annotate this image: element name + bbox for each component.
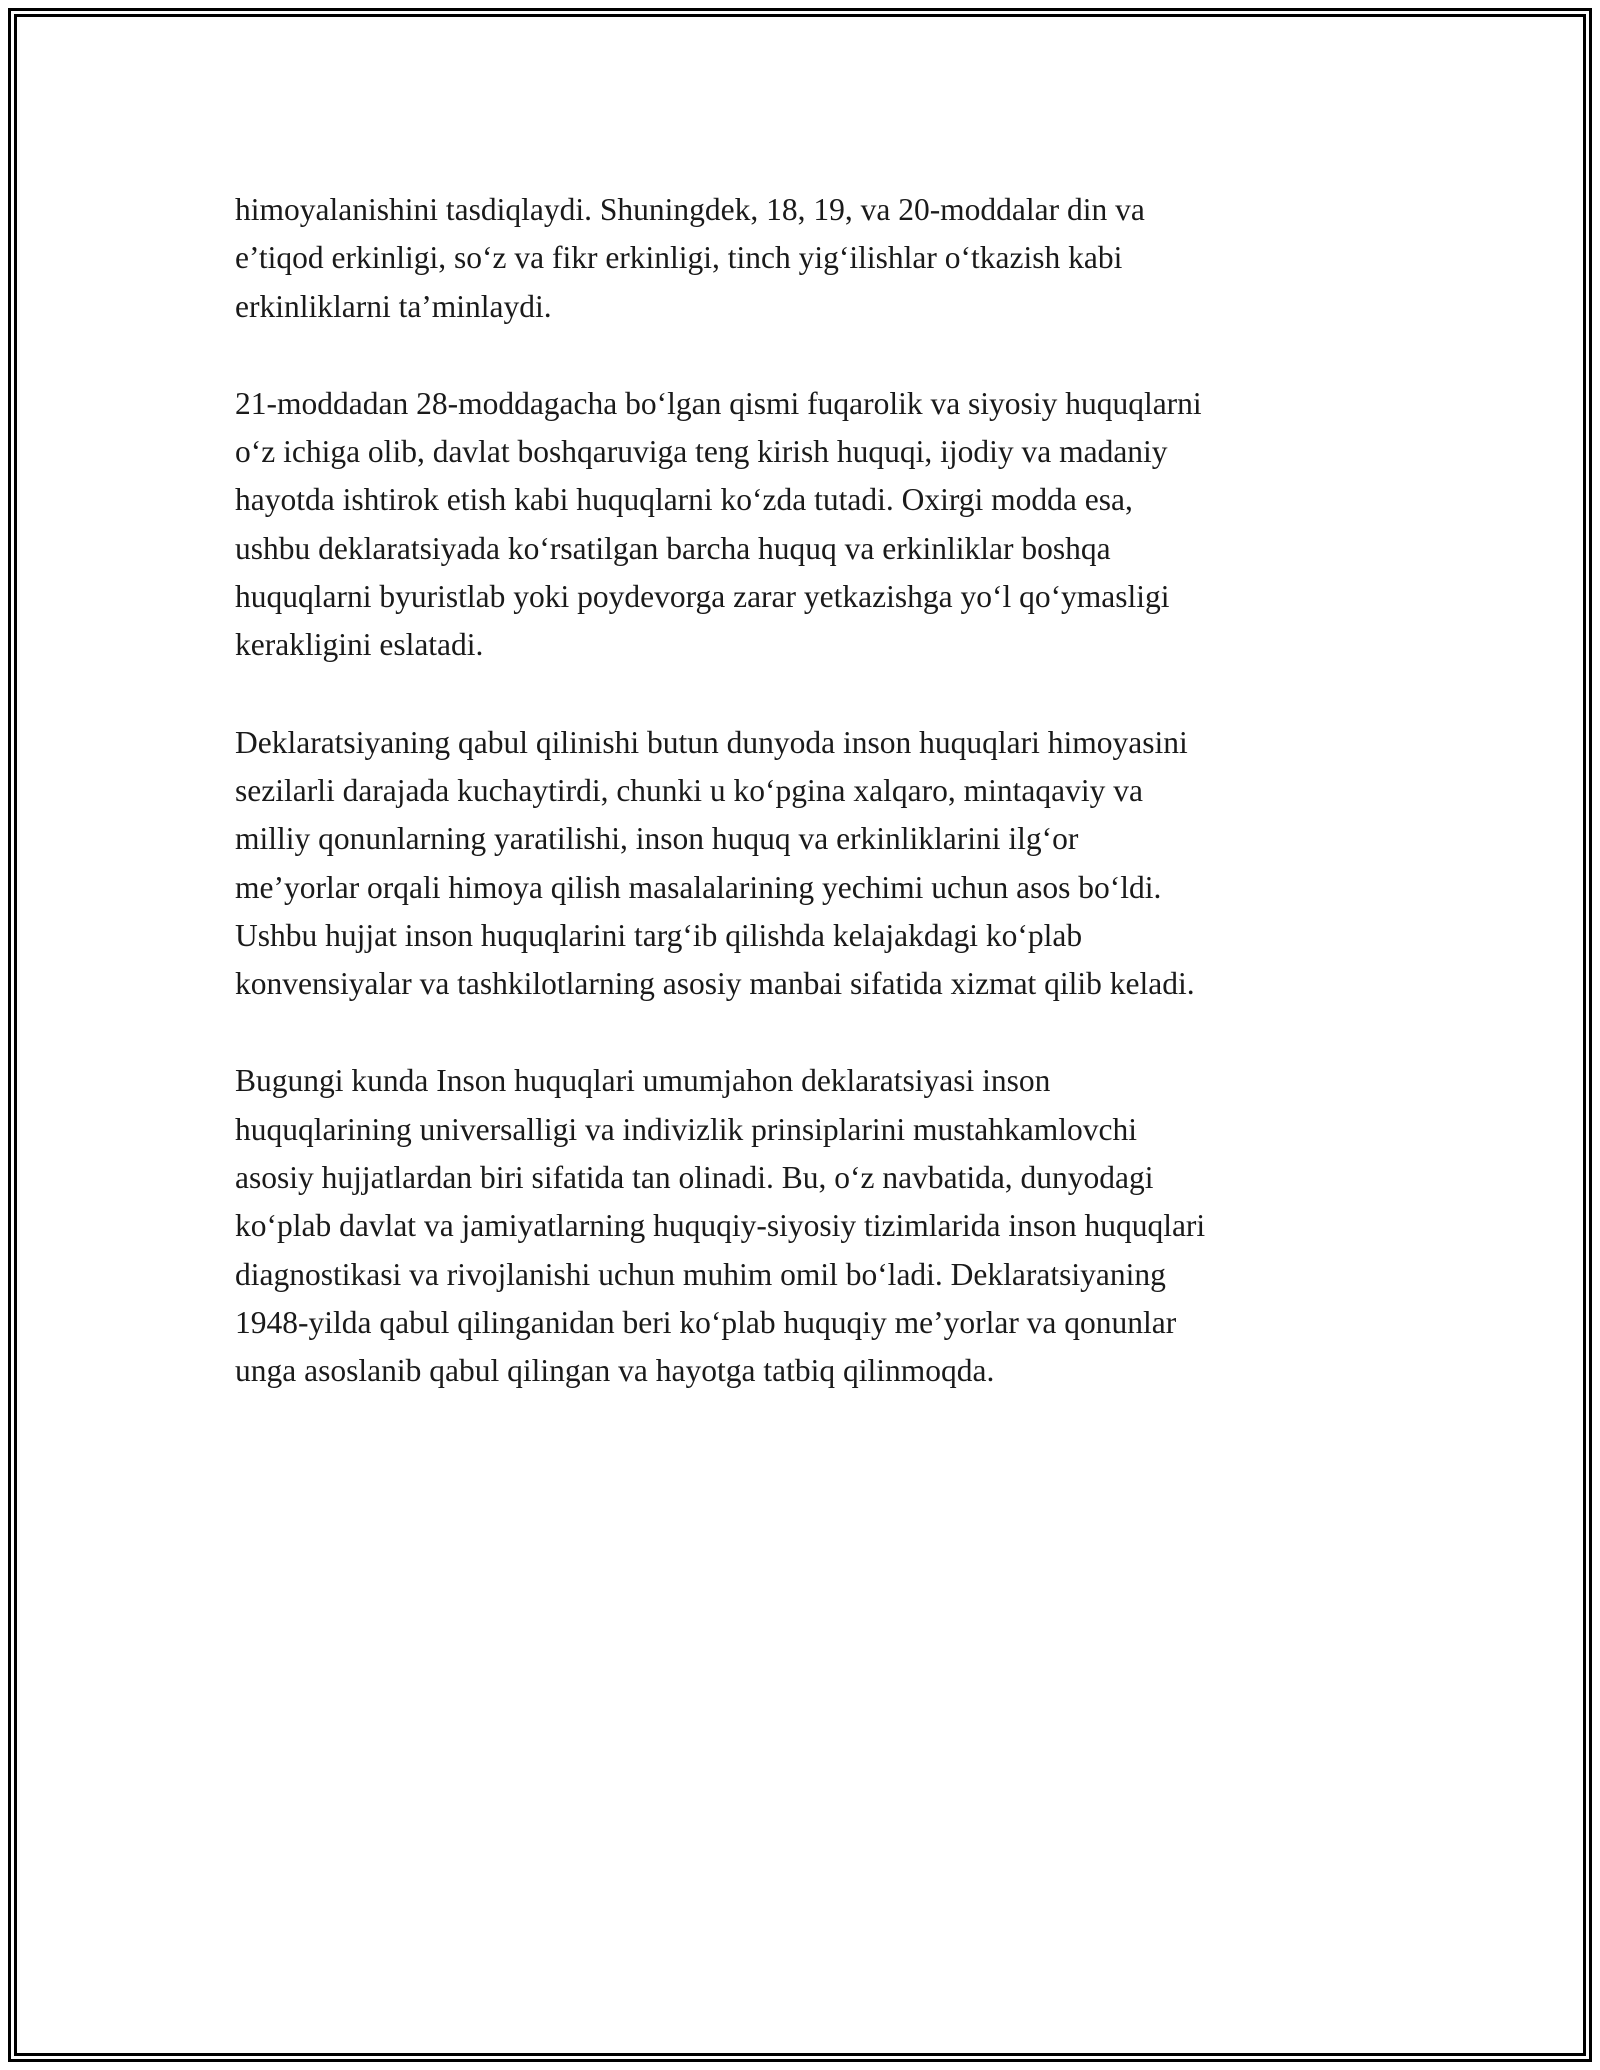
paragraph-2 (235, 380, 1380, 670)
text-line: o‘z ichiga olib, davlat boshqaruviga teng kirish huquqi, ijodiy va madaniy (235, 434, 1168, 470)
paragraph-3 (235, 719, 1380, 1009)
text-line: me’yorlar orqali himoya qilish masalalarining yechimi uchun asos bo‘ldi. (235, 869, 1162, 905)
text-line: 21-moddadan 28-moddagacha bo‘lgan qismi fuqarolik va siyosiy huquqlarni (235, 385, 1202, 421)
paragraph-1 (235, 186, 1380, 331)
text-line: unga asoslanib qabul qilingan va hayotga tatbiq qilinmoqda. (235, 1353, 995, 1389)
text-line: himoyalanishini tasdiqlaydi. Shuningdek, 18, 19, va 20-moddalar din va (235, 192, 1145, 227)
text-line: konvensiyalar va tashkilotlarning asosiy manbai sifatida xizmat qilib keladi. (235, 966, 1195, 1002)
text-line: Bugungi kunda Inson huquqlari umumjahon deklaratsiyasi inson (235, 1063, 1051, 1099)
text-line: huquqlarni byuristlab yoki poydevorga zarar yetkazishga yo‘l qo‘ymasligi (235, 579, 1170, 615)
text-line: sezilarli darajada kuchaytirdi, chunki u ko‘pgina xalqaro, mintaqaviy va (235, 772, 1143, 808)
text-line: ushbu deklaratsiyada ko‘rsatilgan barcha huquq va erkinliklar boshqa (235, 530, 1111, 566)
paragraph-4 (235, 1057, 1380, 1395)
text-line: ko‘plab davlat va jamiyatlarning huquqiy-siyosiy tizimlarida inson huquqlari (235, 1208, 1206, 1244)
text-line: diagnostikasi va rivojlanishi uchun muhim omil bo‘ladi. Deklaratsiyaning (235, 1256, 1166, 1292)
text-line: erkinliklarni ta’minlaydi. (235, 288, 552, 324)
text-line: 1948-yilda qabul qilinganidan beri ko‘plab huquqiy me’yorlar va qonunlar (235, 1304, 1177, 1340)
document-body (235, 186, 1380, 1445)
text-line: Ushbu hujjat inson huquqlarini targ‘ib qilishda kelajakdagi ko‘plab (235, 917, 1083, 953)
text-line: hayotda ishtirok etish kabi huquqlarni ko‘zda tutadi. Oxirgi modda esa, (235, 482, 1133, 518)
text-line: asosiy hujjatlardan biri sifatida tan olinadi. Bu, o‘z navbatida, dunyodagi (235, 1160, 1154, 1196)
text-line: e’tiqod erkinligi, so‘z va fikr erkinligi, tinch yig‘ilishlar o‘tkazish kabi (235, 240, 1123, 276)
text-line: kerakligini eslatadi. (235, 627, 484, 663)
text-line: Deklaratsiyaning qabul qilinishi butun dunyoda inson huquqlari himoyasini (235, 724, 1188, 760)
text-line: huquqlarining universalligi va indivizlik prinsiplarini mustahkamlovchi (235, 1111, 1137, 1147)
text-line: milliy qonunlarning yaratilishi, inson huquq va erkinliklarini ilg‘or (235, 821, 1079, 857)
